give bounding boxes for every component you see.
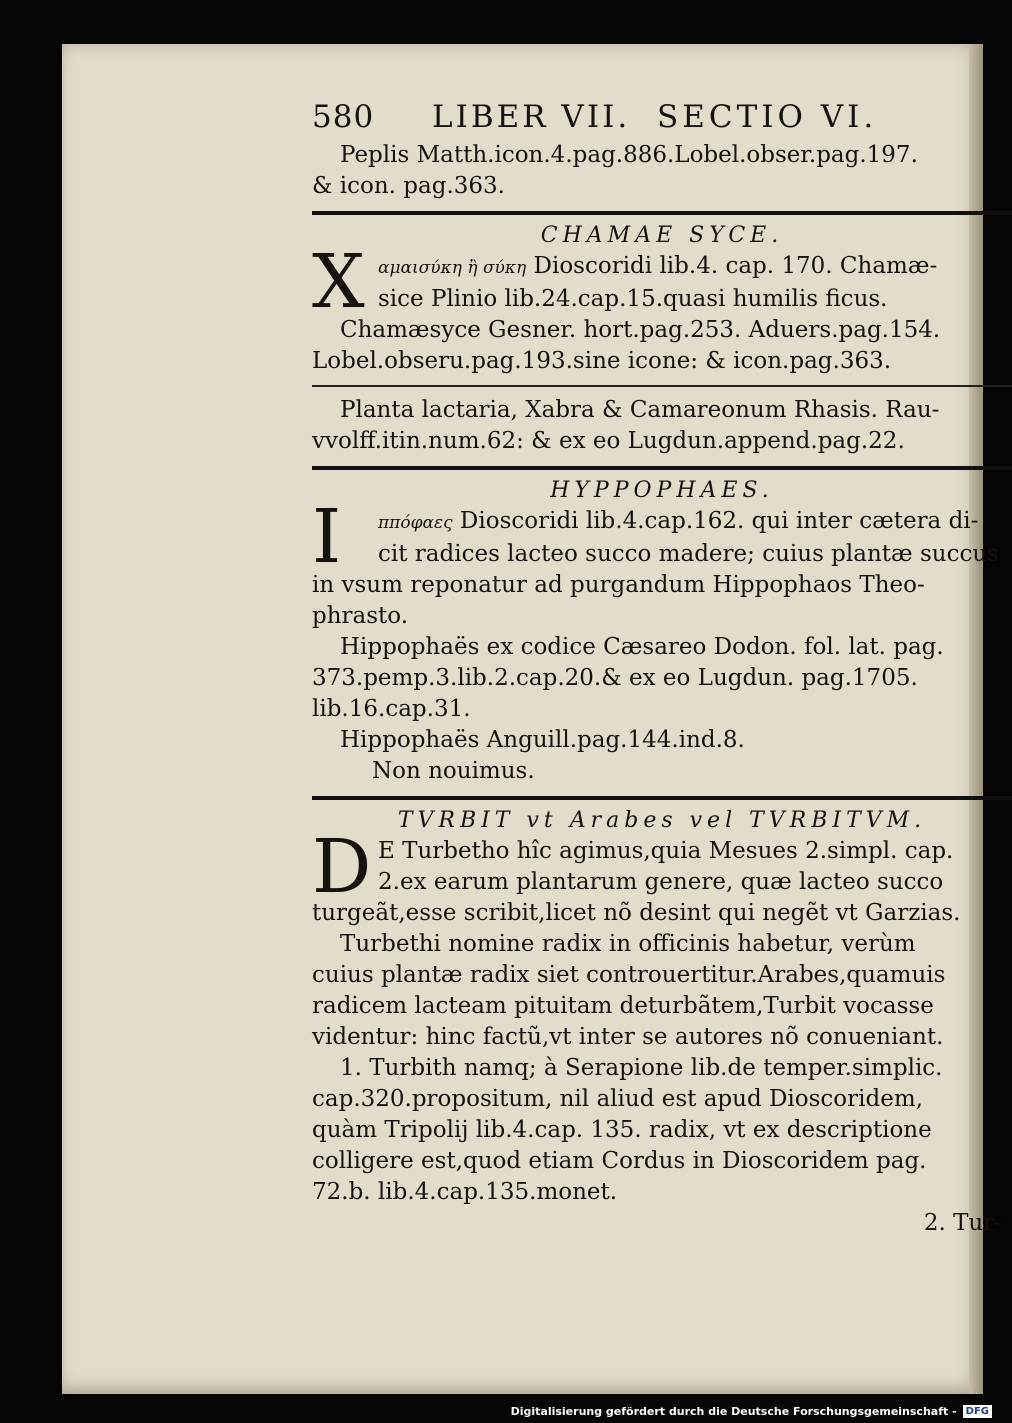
greek-word: αμαισύκη ἢ σύκη — [378, 258, 527, 278]
text-line: Peplis Matth.icon.4.pag.886.Lobel.obser.pag.197. — [340, 142, 918, 168]
text-line: in vsum reponatur ad purgandum Hippophaos Theo- — [312, 572, 925, 598]
text-line: radicem lacteam pituitam deturbãtem,Turbit vocasse — [312, 993, 934, 1019]
text-line — [312, 251, 1012, 284]
text-line: cap.320.propositum, nil aliud est apud Dioscoridem, — [312, 1086, 923, 1112]
text-line: videntur: hinc factũ,vt inter se autores nõ conueniant. — [312, 1024, 944, 1050]
text-line: lib.16.cap.31. — [312, 696, 471, 722]
section-title: TVRBIT vt Arabes vel TVRBITVM. — [397, 808, 927, 833]
text-line: E Turbetho hîc agimus,quia Mesues 2.simpl. cap. — [378, 838, 954, 864]
section-title: CHAMAE SYCE. — [540, 223, 784, 248]
text-line: quàm Tripolij lib.4.cap. 135. radix, vt ex descriptione — [312, 1117, 932, 1143]
text-line: Hippophaës ex codice Cæsareo Dodon. fol. lat. pag. — [340, 634, 944, 660]
section-rule — [312, 796, 1012, 800]
section-paragraph — [312, 239, 1012, 325]
text-line — [312, 506, 1012, 539]
text-line: Non nouimus. — [372, 758, 535, 784]
text-line: colligere est,quod etiam Cordus in Dioscoridem pag. — [312, 1148, 927, 1174]
section-paragraph — [312, 824, 1012, 910]
text-line: Planta lactaria, Xabra & Camareonum Rhasis. Rau- — [340, 397, 940, 423]
running-header — [312, 99, 1012, 140]
text-line: turgeãt,esse scribit,licet nõ desint qui negẽt vt Garzias. — [312, 900, 961, 926]
text-column — [312, 99, 1012, 1239]
text-line: Lobel.obseru.pag.193.sine icone: & icon.pag.363. — [312, 348, 892, 374]
text-line: 72.b. lib.4.cap.135.monet. — [312, 1179, 618, 1205]
line-rest: Dioscoridi lib.4.cap.162. qui inter cætera di- — [452, 508, 979, 534]
text-line: Chamæsyce Gesner. hort.pag.253. Aduers.pag.154. — [340, 317, 941, 343]
text-line: phrasto. — [312, 603, 409, 629]
footer-text: Digitalisierung gefördert durch die Deutsche Forschungsgemeinschaft - — [510, 1405, 957, 1418]
text-line: 1. Turbith namq; à Serapione lib.de temper.simplic. — [340, 1055, 943, 1081]
text-line: cuius plantæ radix siet controuertitur.Arabes,quamuis — [312, 962, 946, 988]
text-line: & icon. pag.363. — [312, 173, 505, 199]
drop-cap: X — [312, 239, 365, 325]
drop-cap: D — [312, 824, 372, 910]
text-line: 373.pemp.3.lib.2.cap.20.& ex eo Lugdun. pag.1705. — [312, 665, 918, 691]
dfg-logo: DFG — [963, 1405, 992, 1418]
text-line: sice Plinio lib.24.cap.15.quasi humilis ficus. — [378, 286, 888, 312]
greek-word: ππόφαες — [378, 513, 453, 533]
header-sectio: SECTIO VI. — [657, 99, 878, 135]
section-paragraph — [312, 494, 1012, 580]
funding-footer — [511, 1405, 992, 1418]
section-rule — [312, 385, 1012, 387]
text-line: cit radices lacteo succo madere; cuius plantæ succus — [378, 541, 999, 567]
header-liber: LIBER VII. — [432, 99, 631, 135]
text-line: Hippophaës Anguill.pag.144.ind.8. — [340, 727, 745, 753]
section-rule — [312, 211, 1012, 215]
drop-cap: I — [312, 494, 342, 580]
book-page — [62, 44, 1002, 1394]
catchword: 2. Tur- — [923, 1210, 1002, 1236]
section-rule — [312, 466, 1012, 470]
text-line: Turbethi nomine radix in officinis habetur, verùm — [340, 931, 916, 957]
page-number: 580 — [312, 99, 375, 135]
section-title: HYPPOPHAES. — [550, 478, 774, 503]
line-rest: Dioscoridi lib.4. cap. 170. Chamæ- — [526, 253, 938, 279]
text-line: vvolff.itin.num.62: & ex eo Lugdun.append.pag.22. — [312, 428, 905, 454]
text-line: 2.ex earum plantarum genere, quæ lacteo succo — [378, 869, 944, 895]
